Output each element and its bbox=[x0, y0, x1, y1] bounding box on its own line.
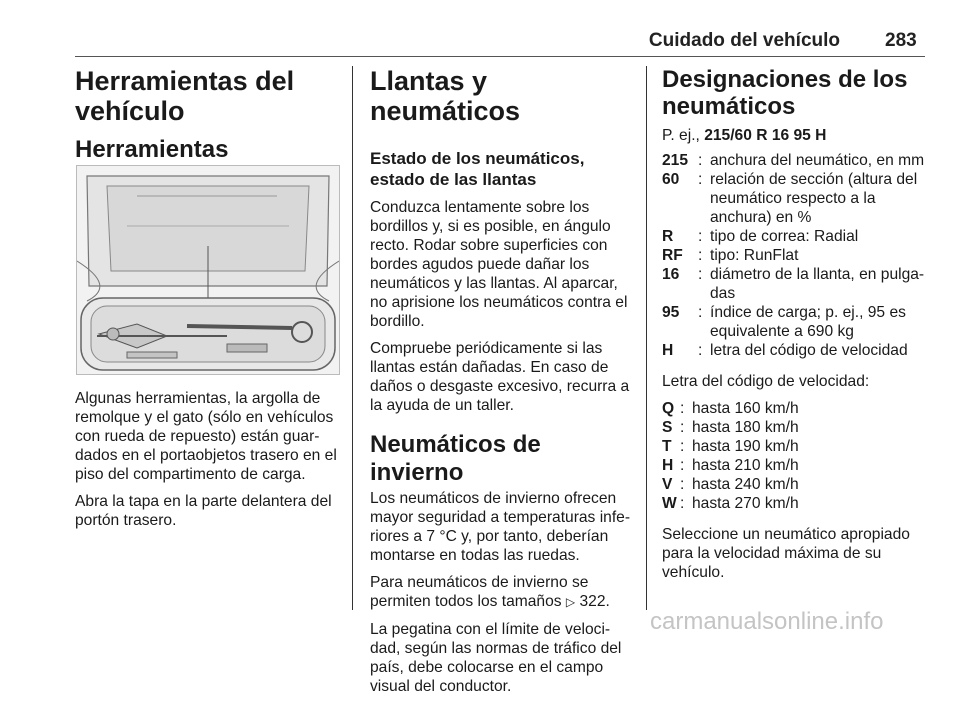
closing-paragraph: Seleccione un neumático apropiado para la velocidad máxima de su vehículo. bbox=[662, 526, 910, 581]
column-divider-2 bbox=[646, 66, 647, 610]
speed-code-key: Q bbox=[662, 400, 675, 417]
column-1-text bbox=[75, 389, 343, 538]
subsection-heading-tools: Herramientas bbox=[75, 136, 229, 163]
designation-row: H : letra del código de velocidad bbox=[662, 341, 928, 360]
designation-value: tipo de correa: Radial bbox=[710, 228, 859, 245]
running-header-title: Cuidado del vehículo bbox=[648, 30, 840, 51]
tools-drawing bbox=[77, 166, 339, 374]
tyre-condition-paragraph-2: Compruebe periódicamente si las llantas están dañadas. En caso de daños o desgaste excesivo, recurra a la ayuda de un taller. bbox=[370, 340, 630, 414]
designation-list bbox=[662, 151, 928, 360]
speed-code-key: V bbox=[662, 476, 673, 493]
designation-key: 60 bbox=[662, 171, 680, 188]
section-heading-winter-tyres: Neumáticos de invierno bbox=[370, 431, 541, 486]
designation-value: letra del código de velocidad bbox=[710, 342, 908, 359]
tyre-condition-paragraph-1: Conduzca lentamente sobre los bordillos y, si es posible, en ángulo recto. Rodar sobre superficies con bordes agudos puede dañar los neumáticos y las llantas. Al aparcar, no aprisione los neumáticos contra el bordillo. bbox=[370, 199, 628, 330]
speed-code-row: Q : hasta 160 km/h bbox=[662, 399, 928, 418]
header-rule bbox=[75, 56, 925, 57]
speed-code-row: T : hasta 190 km/h bbox=[662, 437, 928, 456]
speed-code-key: T bbox=[662, 438, 672, 455]
subsection-heading-tyre-condition: Estado de los neumáticos, estado de las llantas bbox=[370, 149, 585, 189]
example-prefix: P. ej., bbox=[662, 127, 705, 144]
column-3 bbox=[662, 66, 928, 590]
designation-value: tipo: RunFlat bbox=[710, 247, 799, 264]
watermark: carmanualsonline.info bbox=[650, 608, 884, 635]
column-2 bbox=[370, 66, 636, 704]
section-heading-tools: Herramientas del vehículo bbox=[75, 66, 295, 126]
designation-key: R bbox=[662, 228, 674, 245]
speed-code-key: H bbox=[662, 457, 674, 474]
column-1 bbox=[75, 66, 343, 164]
designation-row: 60 : relación de sección (altura del neumático respecto a la anchura) en % bbox=[662, 170, 928, 227]
page-reference-icon: ▷ bbox=[565, 595, 576, 609]
designation-key: H bbox=[662, 342, 674, 359]
example-value: 215/60 R 16 95 H bbox=[704, 127, 827, 144]
speed-code-value: hasta 240 km/h bbox=[692, 476, 799, 493]
cargo-tools-illustration bbox=[76, 165, 340, 375]
designation-example bbox=[662, 126, 928, 145]
designation-key: 95 bbox=[662, 304, 680, 321]
designation-value: índice de carga; p. ej., 95 es equivalente a 690 kg bbox=[710, 304, 906, 340]
designation-value: anchura del neumático, en mm bbox=[710, 152, 925, 169]
speed-code-row: S : hasta 180 km/h bbox=[662, 418, 928, 437]
speed-code-row: H : hasta 210 km/h bbox=[662, 456, 928, 475]
winter-tyres-paragraph-3: La pegatina con el límite de veloci-dad, según las normas de tráfico del país, debe colocarse en el campo visual del conductor. bbox=[370, 621, 622, 695]
speed-code-value: hasta 210 km/h bbox=[692, 457, 799, 474]
designation-row: RF : tipo: RunFlat bbox=[662, 246, 928, 265]
page-reference-link[interactable]: 322. bbox=[579, 593, 610, 610]
speed-code-intro: Letra del código de velocidad: bbox=[662, 373, 870, 390]
column-divider-1 bbox=[352, 66, 353, 610]
speed-code-row: V : hasta 240 km/h bbox=[662, 475, 928, 494]
speed-code-value: hasta 180 km/h bbox=[692, 419, 799, 436]
section-heading-tyre-designations: Designaciones de los neumáticos bbox=[662, 66, 908, 120]
winter-tyres-sizes-text: Para neumáticos de invierno se permiten todos los tamaños bbox=[370, 574, 589, 610]
designation-value: relación de sección (altura del neumático respecto a la anchura) en % bbox=[710, 171, 918, 226]
page-number: 283 bbox=[885, 30, 917, 51]
designation-row: 95 : índice de carga; p. ej., 95 es equivalente a 690 kg bbox=[662, 303, 928, 341]
speed-code-row: W : hasta 270 km/h bbox=[662, 494, 928, 513]
designation-row: R : tipo de correa: Radial bbox=[662, 227, 928, 246]
speed-code-value: hasta 160 km/h bbox=[692, 400, 799, 417]
speed-code-value: hasta 190 km/h bbox=[692, 438, 799, 455]
speed-code-key: S bbox=[662, 419, 673, 436]
speed-code-key: W bbox=[662, 495, 677, 512]
designation-row: 16 : diámetro de la llanta, en pulga-das bbox=[662, 265, 928, 303]
tools-paragraph-2: Abra la tapa en la parte delantera del portón trasero. bbox=[75, 493, 332, 529]
designation-key: 215 bbox=[662, 152, 689, 169]
designation-key: RF bbox=[662, 247, 683, 264]
speed-code-value: hasta 270 km/h bbox=[692, 495, 799, 512]
designation-row: 215 : anchura del neumático, en mm bbox=[662, 151, 928, 170]
designation-key: 16 bbox=[662, 266, 680, 283]
tools-paragraph-1: Algunas herramientas, la argolla de remolque y el gato (sólo en vehículos con rueda de repuesto) están guar-dados en el portaobjetos trasero en el piso del compartimento de carga. bbox=[75, 390, 337, 483]
speed-code-list bbox=[662, 399, 928, 513]
winter-tyres-paragraph-1: Los neumáticos de invierno ofrecen mayor seguridad a temperaturas infe-riores a 7 °C y, por tanto, deberían montarse en todas las ruedas. bbox=[370, 490, 631, 564]
section-heading-wheels-tyres: Llantas y neumáticos bbox=[370, 66, 521, 126]
designation-value: diámetro de la llanta, en pulga-das bbox=[710, 266, 925, 302]
winter-tyres-paragraph-2 bbox=[370, 573, 636, 612]
